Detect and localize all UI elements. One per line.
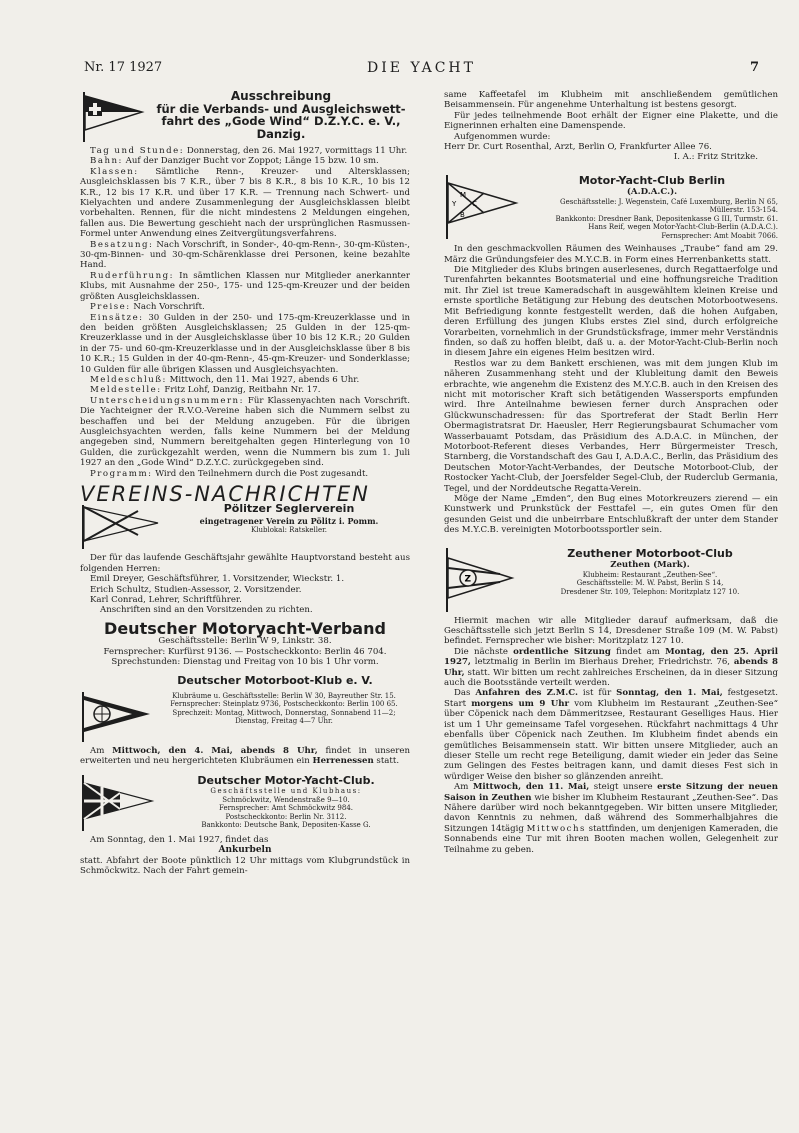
continued-text: Für jedes teilnehmende Boot erhält der Eigner eine Plakette, und die Eignerinnen erhalten eine Damenspende. [444,110,778,132]
para-label: Programm: [90,468,153,479]
para-label: Einsätze: [90,312,144,323]
para-label: Ruderführung: [90,270,175,281]
text-bold: Montag, den 25. April 1927, [444,646,779,668]
dmyc-text: statt. Abfahrt der Boote pünktlich 12 Uhr mittags vom Klubgrundstück in Schmöckwitz. Nach der Fahrt gemein- [80,855,410,876]
mycb-info-line: Bankkonto: Dresdner Bank, Depositenkasse G III, Turmstr. 61. [555,214,778,223]
para-label: Besatzung: [90,239,154,250]
para [444,782,778,855]
pennant-saltire-icon [80,503,162,549]
dmv-line: Geschäftsstelle: Berlin W 9, Linkstr. 38. [158,636,332,647]
para [80,271,410,302]
text: findet in unseren erweiterten und neu hergerichteten Klubräumen ein [80,745,410,767]
para-text: 30 Gulden in der 250- und 175-qm-Kreuzerklasse und in den beiden größten Ausgleichsklassen; 25 Gulden in der 125-qm-Kreuzerklasse und in der Ausgleichsklasse über 10 bis 12 K.R.; 20 Gulden in der 75- und 60-qm-Kreuzerklasse und in der Ausgleichsklasse über 8 bis 10 K.R.; 15 Gulden in der 40-qm-Renn-, 45-qm-Kreuzer- und Sonderklasse; 10 Gulden für alle übrigen Klassen und Ausgleichsyachten. [80,312,410,375]
text: vom Klubheim im Restaurant „Zeuthen-See“ über Cöpenick nach dem Dämmeritzsee, Restaurant Geselliges Haus. Hier ist um 1 Uhr gemeinsame Tafel vorgesehen. Rückfahrt nachmittags 4 Uhr ebenfalls über Cöpenick nach Zeuthen. Im Klubheim findet abends ein gemütliches Beisammensein statt. Wir bitten unsere Mitglieder, auch an dieser Stelle um recht rege Beteiligung, damit wieder ein jeder das Seine zum Gelingen des Festes beitragen kann, und damit dieses Fest sich in würdiger Weise den bisher so glänzenden anreiht. [444,698,778,782]
poelitzer-subtitle: eingetragener Verein zu Pölitz i. Pomm. [199,515,379,526]
title-line: Ausschreibung [230,89,332,103]
dmk-header [80,692,410,742]
para [80,385,410,395]
continued-text: Aufgenommen wurde: [454,131,551,142]
poelitzer-titleblock [168,503,410,534]
flag-letter: Y [452,199,457,208]
ausschreibung-title [152,90,410,140]
para [444,688,778,782]
member-line: Karl Conrad, Lehrer, Schriftführer. [90,595,242,606]
text-bold: morgens um 9 Uhr [471,698,570,709]
dmk-info-line: Fernsprecher: Steinplatz 9736, Postscheckkonto: Berlin 100 65. [170,700,398,709]
poelitzer-header [80,503,410,549]
text: Das [454,688,476,699]
text: statt. [373,756,400,767]
page-number: 7 [749,60,759,75]
poelitzer-body [80,553,410,615]
para [80,469,410,479]
zeuthener-info [522,571,778,597]
dmk-info [158,692,410,726]
mycb-header [444,175,778,240]
text: letztmalig in Berlin im Bierhaus Dreher, Friedrichstr. 76, [470,657,734,668]
vereins-nachrichten-heading: VEREINS-NACHRICHTEN [80,482,370,506]
text: Am [454,782,473,793]
dmyc-info-line: Fernsprecher: Amt Schmöckwitz 984. [218,804,354,813]
para: Restlos war zu dem Bankett erschienen, was mit dem jungen Klub im näheren Zusammenhang steht und der Klubleitung damit den Beweis erbrachte, wie angenehm die Existenz des M.Y.C.B. auch in den Kreisen des nicht mit motorischer Kraft sich betätigenden Wassersports empfunden wird. Ihre Anteilnahme bewiesen ferner durch Ansprachen oder Glückwunschadressen: für das Sportreferat der Stadt Berlin Herr Obermagistratsrat Dr. Haeusler, Herr Regierungsbaurat Schumacher vom Wasserbauamt Potsdam, das Präsidium des A.D.A.C. in München, der Motorboot-Referent dieses Verbandes, Herr Bürgermeister Tresch, Starnberg, die Vorstandschaft des Gau I, A.D.A.C., Berlin, das Präsidium des Deutschen Motor-Yacht-Verbandes, der Deutsche Motorboot-Club, der Rostocker Yacht-Club, der Joersfelder Segel-Club, der Ruderclub Germania, Tegel, und der Norddeutsche Regatta-Verein. [444,358,778,494]
zeuthener-body [444,616,778,855]
member-line: Erich Schultz, Studien-Assessor, 2. Vorsitzender. [90,584,302,595]
text: festgesetzt. Start [444,688,778,709]
text: Am [90,745,113,756]
para-label: Tag und Stunde: [90,146,185,156]
dmk-title: Deutscher Motorboot-Klub e. V. [177,674,373,688]
pennant-cross-icon [80,90,146,142]
pennant-z-icon [444,548,516,612]
para [80,146,410,156]
text: ist für [577,688,617,699]
text: steigt unsere [589,782,658,793]
text: wie bisher im Klubheim Restaurant „Zeuthen-See“. Das Nähere darüber wird noch bekanntgegeben. Wir bitten unsere Mitglieder, davon Kenntnis zu nehmen, daß während des Sommerhalbjahres die Sitzungen 14tägig [444,792,778,834]
right-column [444,90,778,855]
para-text: Auf der Danziger Bucht vor Zoppot; Länge 15 bzw. 10 sm. [122,156,379,167]
para-text: Sämtliche Renn-, Kreuzer- und Altersklassen; Ausgleichsklassen bis 7 K.R., über 7 bis 8 K.R., 8 bis 10 K.R., 10 bis 12 K.R., 12 bis 17 K.R. und über 17 K.R. — Trennung nach Schwert- und Kielyachten und andere Zusammenlegung der Ausgleichsklassen bleibt vorbehalten. Rennen, für die nicht mindestens 2 Meldungen eingehen, fallen aus. Die Bewertung geschieht nach der ursprünglichen Rasmussen-Formel unter Anwendung eines Zeitvergütungsverfahrens. [80,166,410,240]
pennant-mycb-icon [444,175,520,239]
poelitzer-lokal: Klublokal: Ratskeller. [251,526,327,535]
dmk-info-line: Dienstag, Freitag 4—7 Uhr. [235,717,333,726]
para [444,647,778,689]
para-label: Klassen: [90,166,139,177]
zeuthener-header [444,548,778,612]
poelitzer-closing: Anschriften sind an den Vorsitzenden zu richten. [100,605,313,616]
text: statt. Wir bitten um recht zahlreiches Erscheinen, da in dieser Sitzung auch die Bootsstände verteilt werden. [444,667,778,689]
magazine-title: DIE YACHT [367,60,476,76]
ausschreibung-body [80,146,410,479]
flag-letter: M [460,190,467,199]
para [80,302,410,312]
zeuthener-info-line: Dresdener Str. 109, Telephon: Moritzplatz 127 10. [560,587,740,596]
poelitzer-title: Pölitzer Seglerverein [223,502,355,516]
zeuthener-info-line: Klubheim: Restaurant „Zeuthen-See“. [582,570,718,579]
para [80,156,410,166]
dmk-info-line: Sprechzeit: Montag, Mittwoch, Donnerstag, Sonnabend 11—2; [172,708,396,717]
dmyc-text: Am Sonntag, den 1. Mai 1927, findet das [90,834,269,845]
title-line: für die Verbands- und Ausgleichswett- [156,101,406,116]
dmyc-info-line: Geschäftsstelle und Klubhaus: [210,787,362,796]
para [80,396,410,469]
zeuthener-titleblock [522,548,778,596]
para-label: Meldestelle: [90,385,162,396]
mycb-info-line: Fernsprecher: Amt Moabit 7066. [661,231,778,240]
para-text: Nach Vorschrift. [130,302,205,313]
zeuthener-title: Zeuthener Motorboot-Club [567,546,733,560]
text-bold: abends 8 Uhr, [444,657,778,678]
text: findet am [610,646,666,657]
dmyc-title: Deutscher Motor-Yacht-Club. [197,773,375,787]
text: stattfinden, um denjenigen Kameraden, die Sonnabends eine Tur mit ihren Booten machen wollen, Gelegenheit zur Teilnahme zu geben. [444,823,778,855]
text-bold: ordentliche Sitzung [513,646,611,657]
mycb-info-line: Geschäftsstelle: J. Wegenstein, Café Luxemburg, Berlin N 65, Müllerstr. 153-154. [560,197,778,215]
dmk-text [80,746,410,767]
continued-text: same Kaffeetafel im Klubheim mit anschließendem gemütlichen Beisammensein. Für angenehme Unterhaltung ist bestens gesorgt. [444,90,778,111]
zeuthener-info-line: Geschäftsstelle: M. W. Pabst, Berlin S 14, [576,579,724,588]
dmyc-info-line: Schmöckwitz, Wendenstraße 9—10. [222,795,350,804]
para [80,167,410,240]
dmv-line: Fernsprecher: Kurfürst 9136. — Postscheckkonto: Berlin 46 704. [103,646,387,657]
para-text: Fritz Lohf, Danzig, Reitbahn Nr. 17. [161,385,321,396]
para [80,313,410,375]
dmv-title: Deutscher Motoryacht-Verband [104,618,386,638]
para: Möge der Name „Emden“, den Bug eines Motorkreuzers zierend — ein Kunstwerk und Prunkstück der Festtafel —, ein gutes Omen für den gesunden Geist und die unbeirrbare Entschlußkraft der unter dem Stander des M.Y.C.B. vereinigten Motorbootssportler sein. [444,494,778,536]
para [80,240,410,271]
poelitzer-intro: Der für das laufende Geschäftsjahr gewählte Hauptvorstand besteht aus folgenden Herren: [80,553,410,574]
text-bold: Mittwoch, den 11. Mai, [472,782,590,793]
mycb-info [526,198,778,241]
pennant-jack-icon [80,775,156,831]
dmv-info [80,636,410,667]
para-label: Bahn: [90,156,123,167]
text-bold: Sonntag, den 1. Mai, [616,688,723,699]
para-label: Meldeschluß: [90,374,167,385]
para-text: Mittwoch, den 11. Mai 1927, abends 6 Uhr. [166,374,360,385]
para [80,375,410,385]
mycb-title: Motor-Yacht-Club Berlin [578,173,726,187]
para: Hiermit machen wir alle Mitglieder darauf aufmerksam, daß die Geschäftsstelle sich jetzt Berlin S 14, Dresdener Straße 109 (M. W. Pabst) befindet. Fernsprecher wie bisher: Moritzplatz 127 10. [444,615,778,647]
text-bold: Mittwoch, den 4. Mai, abends 8 Uhr, [112,745,318,756]
signature: I. A.: Fritz Stritzke. [673,152,758,163]
issue-number: Nr. 17 1927 [84,60,163,75]
title-line: fahrt des „Gode Wind“ D.Z.Y.C. e. V., [161,114,401,128]
dmyc-info-line: Postscheckkonto: Berlin Nr. 3112. [225,812,347,821]
dmyc-info [162,787,410,830]
flag-letter: B [460,210,465,219]
page-header [84,60,759,80]
text-bold: Herrenessen [312,756,374,767]
mycb-titleblock [526,175,778,240]
para-text: Donnerstag, den 26. Mai 1927, vormittags 11 Uhr. [184,146,408,156]
mycb-info-line: Hans Reif, wegen Motor-Yacht-Club-Berlin (A.D.A.C.). [588,223,778,232]
text-bold: Anfahren des Z.M.C. [475,688,578,699]
dmyc-header [80,775,410,831]
title-line: Danzig. [256,126,306,141]
zeuthener-subtitle: Zeuthen (Mark). [610,560,690,571]
para: Die Mitglieder des Klubs bringen auserlesenes, durch Regattaerfolge und Turenfahrten bekanntes Bootsmaterial und eine hoffnungsreiche Tradition mit. Ihr Ziel ist treue Kameradschaft in ausgewähltem kleinen Kreise und ernste sportliche Betätigung zur Hebung des deutschen Motorbootwesens. Mit Befriedigung konnte festgestellt werden, daß die hohen Aufgaben, deren Erfüllung des jungen Klubs erstes Ziel sind, durch erfolgreiche Vorarbeiten, vornehmlich in der Grundstücksfrage, immer mehr Verständnis finden, so daß zu hoffen bleibt, daß u. a. der Motor-Yacht-Club-Berlin noch in diesem Jahre ein eigenes Heim besitzen wird. [444,265,779,359]
dmyc-anker: Ankurbeln [218,845,272,856]
text-bold: erste Sitzung der neuen Saison in Zeuthen [444,782,778,803]
para-label: Preise: [90,302,131,313]
para-label: Unterscheidungsnummern: [90,395,244,406]
text-spaced: Mittwochs [526,823,586,834]
pennant-wheel-icon [80,692,152,742]
left-column [80,90,410,876]
flag-letter: C [472,199,477,208]
para-text: Für Klassenyachten nach Vorschrift. Die Yachteigner der R.V.O.-Vereine haben sich die Nummern selbst zu beschaffen und bei der Meldung anzugeben. Für die übrigen Ausgleichsyachten werden, falls keine Nummern bei der Meldung angegeben sind, Nummern bereitgehalten gegen Hinterlegung von 10 Gulden, die zurückgezahlt werden, wenn die Nummern bis zum 1. Juli 1927 an den „Gode Wind“ D.Z.Y.C. zurückgegeben sind. [80,395,410,469]
dmyc-info-line: Bankkonto: Deutsche Bank, Depositen-Kasse G. [201,821,371,830]
para-text: Wird den Teilnehmern durch die Post zugesandt. [152,468,369,479]
ausschreibung-header [80,90,410,142]
text: Die nächste [454,646,514,657]
para-text: Nach Vorschrift, in Sonder-, 40-qm-Renn-, 30-qm-Küsten-, 30-qm-Binnen- und 30-qm-Schärenklasse drei Personen, keine bezahlte Hand. [80,239,410,271]
para: In den geschmackvollen Räumen des Weinhauses „Traube“ fand am 29. März die Gründungsfeier des M.Y.C.B. in Form eines Herrenbanketts statt. [444,244,778,265]
dmk-info-line: Klubräume u. Geschäftsstelle: Berlin W 30, Bayreuther Str. 15. [172,691,396,700]
dmyc-titleblock [162,775,410,830]
continued-text: Herr Dr. Curt Rosenthal, Arzt, Berlin O, Frankfurter Allee 76. [444,142,712,153]
member-line: Emil Dreyer, Geschäftsführer, 1. Vorsitzender, Wieckstr. 1. [90,574,345,585]
para-text: In sämtlichen Klassen nur Mitglieder anerkannter Klubs, mit Ausnahme der 250-, 175- und 125-qm-Kreuzer und der beiden größten Ausgleichsklassen. [80,270,410,302]
dmv-line: Sprechstunden: Dienstag und Freitag von 10 bis 1 Uhr vorm. [111,657,379,668]
mycb-subtitle: (A.D.A.C.). [626,187,678,198]
mycb-body [444,244,778,535]
flag-letter: Z [464,574,472,585]
